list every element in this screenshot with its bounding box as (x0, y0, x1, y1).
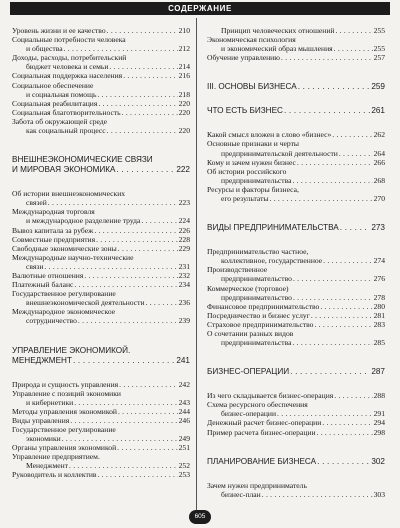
toc-entry (207, 418, 385, 427)
section-title: БИЗНЕС-ОПЕРАЦИИ (207, 367, 290, 377)
spacer (207, 233, 385, 247)
toc-entry (12, 416, 190, 425)
section-title: ЧТО ЕСТЬ БИЗНЕС (207, 106, 283, 116)
entry-title: как социальный процесс (26, 126, 106, 136)
section-title: ПЛАНИРОВАНИЕ БИЗНЕСА (207, 456, 317, 466)
toc-entry (12, 71, 190, 80)
dot-leader (298, 82, 371, 92)
column-divider (196, 18, 197, 511)
toc-entry (207, 167, 385, 176)
page-ref: 280 (373, 301, 385, 311)
toc-entry (12, 434, 190, 443)
dot-leader (322, 418, 372, 427)
section-title: ВИДЫ ПРЕДПРИНИМАТЕЛЬСТВА (207, 223, 339, 233)
toc-entry (12, 35, 190, 44)
entry-title: бизнес-план (221, 489, 261, 499)
toc-entry (12, 407, 190, 416)
entry-title: Уровень жизни и ее качество (12, 26, 106, 35)
dot-leader (109, 62, 177, 71)
page-ref: 294 (373, 418, 385, 428)
dot-leader (340, 223, 371, 233)
dot-leader (69, 461, 178, 470)
toc-entry (12, 198, 190, 207)
toc-entry (207, 329, 385, 338)
toc-entry (12, 216, 190, 225)
page-ref: 224 (178, 216, 190, 226)
entry-title: предпринимательской деятельности (221, 148, 338, 158)
section-title: МЕНЕДЖМЕНТ (12, 355, 72, 365)
toc-entry (12, 235, 190, 244)
toc-entry (12, 90, 190, 99)
dot-leader (96, 235, 178, 244)
entry-title: Методы управления экономикой (12, 406, 117, 416)
entry-title: Международное экономическое (12, 307, 116, 317)
spacer (207, 347, 385, 367)
entry-title: Социальная реабилитация (12, 98, 98, 108)
page-ref: 288 (373, 391, 385, 401)
page-ref: 266 (373, 157, 385, 167)
dot-leader (117, 165, 176, 175)
dot-leader (320, 302, 372, 311)
entry-title: Денежный расчет бизнес-операции (207, 418, 322, 428)
page-ref: 287 (371, 367, 385, 377)
entry-title: Коммерческое (торговое) (207, 283, 289, 293)
toc-entry (207, 194, 385, 203)
toc-entry (207, 481, 385, 490)
entry-title: Предпринимательство частное, (207, 247, 309, 257)
page-ref: 273 (371, 223, 385, 233)
dot-leader (44, 262, 177, 271)
toc-entry (12, 425, 190, 434)
toc-entry (207, 428, 385, 437)
toc-entry (12, 126, 190, 135)
toc-column-left (12, 26, 190, 480)
entry-title: Руководитель и коллектив (12, 470, 97, 480)
entry-title: предпринимательства (221, 338, 292, 348)
toc-entry (12, 99, 190, 108)
page-ref: 253 (178, 470, 190, 480)
toc-entry (207, 185, 385, 194)
entry-title: Экономическая психология (207, 35, 296, 45)
dot-leader (297, 158, 373, 167)
entry-title: и международное разделение труда (26, 216, 141, 226)
page-ref: 241 (176, 355, 190, 365)
page-ref: 243 (178, 397, 190, 407)
toc-entry (207, 158, 385, 167)
entry-title: предпринимательство (221, 274, 292, 284)
toc-entry (207, 391, 385, 400)
toc-entry (12, 470, 190, 479)
page-ref: 232 (178, 270, 190, 280)
toc-entry (207, 338, 385, 347)
toc-entry (12, 244, 190, 253)
entry-title: Международные научно-технические (12, 252, 134, 262)
spacer (12, 366, 190, 380)
entry-title: Управление предприятием. (12, 452, 100, 462)
dot-leader (94, 226, 177, 235)
page-ref: 251 (178, 443, 190, 453)
page-ref: 244 (178, 406, 190, 416)
dot-leader (118, 244, 178, 253)
toc-section-heading (12, 165, 190, 175)
entry-title: Платежный баланс (12, 280, 74, 290)
toc-section-heading (12, 346, 190, 356)
entry-title: Об истории внешнеэкономических (12, 189, 126, 199)
page-ref: 257 (373, 53, 385, 63)
page-ref: 255 (373, 26, 385, 35)
toc-section-heading (207, 82, 385, 92)
toc-entry (12, 280, 190, 289)
toc-entry (12, 461, 190, 470)
page-ref: 218 (178, 89, 190, 99)
dot-leader (334, 44, 373, 53)
toc-column-right (207, 26, 385, 499)
entry-title: внешнеэкономической деятельности (26, 298, 145, 308)
page-ref: 249 (178, 434, 190, 444)
entry-title: Доходы, расходы, потребительский (12, 53, 127, 63)
entry-title: Основные признаки и черты (207, 139, 300, 149)
entry-title: Органы управления экономикой (12, 443, 117, 453)
spacer (12, 175, 190, 189)
entry-title: Менеджмент (26, 461, 69, 471)
page-ref: 281 (373, 310, 385, 320)
toc-entry (207, 130, 385, 139)
toc-entry (12, 44, 190, 53)
page-ref: 214 (178, 62, 190, 72)
toc-entry (12, 117, 190, 126)
entry-title: Природа и сущность управления (12, 379, 119, 389)
dot-leader (122, 108, 178, 117)
dot-leader (292, 338, 372, 347)
page-ref: 252 (178, 461, 190, 471)
entry-title: связей (26, 198, 47, 208)
dot-leader (317, 428, 373, 437)
toc-entry (207, 35, 385, 44)
page-ref: 268 (373, 175, 385, 185)
spacer (207, 203, 385, 223)
dot-leader (262, 490, 373, 499)
dot-leader (141, 216, 177, 225)
entry-title: Государственное регулирование (12, 289, 116, 299)
entry-title: Схема ресурсного обеспечения (207, 400, 308, 410)
dot-leader (74, 280, 177, 289)
toc-entry (207, 409, 385, 418)
entry-title: Об истории российского (207, 166, 287, 176)
dot-leader (97, 90, 177, 99)
toc-entry (207, 265, 385, 274)
dot-leader (290, 367, 370, 377)
dot-leader (73, 356, 175, 366)
page-number: 605 (189, 510, 211, 524)
entry-title: его результаты (221, 194, 269, 204)
page-ref: 220 (178, 107, 190, 117)
entry-title: Международная торговля (12, 207, 95, 217)
toc-entry (207, 256, 385, 265)
dot-leader (284, 106, 370, 116)
toc-entry (12, 226, 190, 235)
page-ref: 261 (371, 106, 385, 116)
page-ref: 210 (178, 26, 190, 35)
entry-title: Совместные предприятия (12, 234, 96, 244)
page-ref: 216 (178, 71, 190, 81)
dot-leader (98, 99, 177, 108)
dot-leader (332, 130, 372, 139)
toc-section-heading (207, 223, 385, 233)
toc-entry (12, 389, 190, 398)
toc-entry (12, 271, 190, 280)
entry-title: Кому и зачем нужен бизнес (207, 157, 296, 167)
entry-title: Производственное (207, 265, 268, 275)
page-ref: 255 (373, 44, 385, 54)
toc-entry (12, 443, 190, 452)
page-ref: 212 (178, 44, 190, 54)
dot-leader (277, 409, 373, 418)
toc-entry (12, 298, 190, 307)
toc-entry (12, 307, 190, 316)
page-ref: 264 (373, 148, 385, 158)
entry-title: коллективное, государственное (221, 256, 323, 266)
entry-title: Посредничество и бизнес услуг (207, 310, 310, 320)
toc-entry (12, 62, 190, 71)
entry-title: Какой смысл вложен в слово «бизнес» (207, 130, 332, 140)
toc-entry (12, 398, 190, 407)
spacer (207, 467, 385, 481)
section-title: III. ОСНОВЫ БИЗНЕСА (207, 82, 297, 92)
entry-title: и общества (26, 44, 63, 54)
toc-entry (207, 293, 385, 302)
dot-leader (97, 470, 177, 479)
toc-entry (207, 26, 385, 35)
dot-leader (314, 320, 372, 329)
dot-leader (334, 391, 372, 400)
dot-leader (78, 316, 178, 325)
dot-leader (293, 274, 373, 283)
toc-entry (207, 400, 385, 409)
toc-entry (12, 452, 190, 461)
entry-title: Социальная поддержка населения (12, 71, 123, 81)
page-ref: 242 (178, 379, 190, 389)
page-ref: 285 (373, 338, 385, 348)
toc-entry (207, 139, 385, 148)
toc-entry (207, 302, 385, 311)
dot-leader (317, 457, 370, 467)
entry-title: экономики (26, 434, 61, 444)
page-ref: 291 (373, 409, 385, 419)
entry-title: Свободные экономические зоны (12, 243, 117, 253)
entry-title: Социальное обеспечение (12, 80, 94, 90)
dot-leader (293, 293, 373, 302)
dot-leader (74, 398, 177, 407)
toc-section-heading (12, 356, 190, 366)
section-title: И МИРОВАЯ ЭКОНОМИКА (12, 165, 116, 175)
page-ref: 283 (373, 319, 385, 329)
page-ref: 298 (373, 427, 385, 437)
toc-entry (12, 253, 190, 262)
dot-leader (335, 26, 372, 35)
entry-title: и социальная помощь (26, 89, 97, 99)
entry-title: Зачем нужен предприниматель (207, 480, 307, 490)
dot-leader (323, 256, 372, 265)
dot-leader (118, 407, 178, 416)
toc-entry (12, 189, 190, 198)
toc-section-heading (207, 106, 385, 116)
entry-title: предпринимательство (221, 292, 292, 302)
dot-leader (281, 53, 373, 62)
entry-title: Виды управления (12, 415, 70, 425)
entry-title: Страховое предпринимательство (207, 319, 314, 329)
dot-leader (70, 416, 177, 425)
toc-entry (207, 247, 385, 256)
header-title: СОДЕРЖАНИЕ (168, 4, 232, 13)
entry-title: Ресурсы и факторы бизнеса, (207, 184, 299, 194)
entry-title: Социальные потребности человека (12, 35, 126, 45)
entry-title: О сочетании разных видов (207, 328, 294, 338)
entry-title: и экономический образ мышления (221, 44, 333, 54)
toc-entry (12, 207, 190, 216)
dot-leader (62, 434, 178, 443)
spacer (207, 377, 385, 391)
page-header (10, 2, 390, 15)
page-ref: 274 (373, 256, 385, 266)
entry-title: Пример расчета бизнес-операции (207, 427, 316, 437)
toc-entry (207, 44, 385, 53)
page-ref: 236 (178, 298, 190, 308)
spacer (207, 437, 385, 457)
page-ref: 229 (178, 243, 190, 253)
toc-entry (207, 53, 385, 62)
section-title: УПРАВЛЕНИЕ ЭКОНОМИКОЙ. (12, 345, 131, 355)
toc-section-heading (207, 457, 385, 467)
entry-title: Валютные отношения (12, 270, 84, 280)
page-ref: 246 (178, 415, 190, 425)
page-ref: 226 (178, 225, 190, 235)
spacer (207, 62, 385, 82)
entry-title: Социальная благотворительность (12, 107, 121, 117)
toc-entry (207, 149, 385, 158)
dot-leader (107, 26, 178, 35)
toc-entry (207, 490, 385, 499)
page-ref: 270 (373, 194, 385, 204)
page-ref: 259 (371, 82, 385, 92)
dot-leader (311, 311, 373, 320)
entry-title: Из чего складывается бизнес-операция (207, 391, 334, 401)
dot-leader (64, 44, 178, 53)
dot-leader (123, 71, 177, 80)
dot-leader (339, 149, 373, 158)
page-ref: 234 (178, 280, 190, 290)
entry-title: Государственное регулирование (12, 425, 116, 434)
section-title: ВНЕШНЕЭКОНОМИЧЕСКИЕ СВЯЗИ (12, 155, 153, 165)
page-ref: 222 (176, 165, 190, 175)
toc-entry (12, 262, 190, 271)
toc-entry (207, 284, 385, 293)
toc-entry (12, 81, 190, 90)
page-ref: 262 (373, 130, 385, 140)
dot-leader (48, 198, 178, 207)
page-ref: 278 (373, 292, 385, 302)
toc-entry (12, 108, 190, 117)
dot-leader (119, 380, 177, 389)
toc-section-heading (207, 367, 385, 377)
spacer (207, 92, 385, 106)
spacer (12, 326, 190, 346)
toc-entry (207, 176, 385, 185)
page-ref: 223 (178, 198, 190, 208)
entry-title: связи (26, 261, 44, 271)
toc-section-heading (12, 155, 190, 165)
entry-title: Управление с позиций экономики (12, 388, 121, 398)
toc-entry (12, 316, 190, 325)
dot-leader (84, 271, 177, 280)
page-ref: 220 (178, 126, 190, 136)
toc-entry (12, 289, 190, 298)
page-ref: 276 (373, 274, 385, 284)
toc-entry (207, 311, 385, 320)
dot-leader (292, 176, 372, 185)
toc-entry (12, 380, 190, 389)
entry-title: бюджет человека и семьи (26, 62, 109, 72)
entry-title: предпринимательства (221, 175, 292, 185)
dot-leader (270, 194, 373, 203)
toc-entry (12, 26, 190, 35)
dot-leader (107, 126, 178, 135)
entry-title: и кибернетики (26, 397, 74, 407)
toc-entry (12, 53, 190, 62)
page-ref: 239 (178, 316, 190, 326)
dot-leader (117, 443, 177, 452)
entry-title: сотрудничество (26, 316, 77, 326)
entry-title: Принцип человеческих отношений (221, 26, 335, 35)
entry-title: Финансовое предпринимательство (207, 301, 320, 311)
page-ref: 228 (178, 234, 190, 244)
page-ref: 231 (178, 261, 190, 271)
page-ref: 302 (371, 456, 385, 466)
entry-title: Забота об окружающей среде (12, 116, 107, 126)
page-ref: 303 (373, 489, 385, 499)
entry-title: Обучение управлению (207, 53, 280, 63)
toc-entry (207, 320, 385, 329)
dot-leader (146, 298, 178, 307)
toc-entry (207, 274, 385, 283)
page-ref: 220 (178, 98, 190, 108)
spacer (12, 135, 190, 155)
spacer (207, 116, 385, 130)
entry-title: бизнес-операции (221, 409, 277, 419)
entry-title: Вывоз капитала за рубеж (12, 225, 94, 235)
